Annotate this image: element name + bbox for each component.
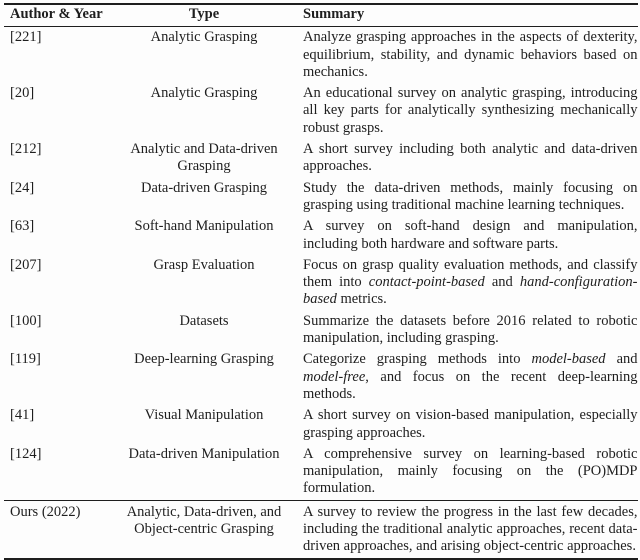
table-row-ours bbox=[4, 500, 638, 558]
type-cell: Data-driven Manipulation bbox=[128, 445, 280, 462]
author-cell: [221] bbox=[10, 29, 42, 46]
summary-cell: Summarize the datasets before 2016 related to robotic manipulation, including grasping. bbox=[303, 312, 638, 347]
author-cell: [212] bbox=[10, 141, 42, 158]
summary-cell: A short survey including both analytic and data-driven approaches. bbox=[303, 141, 638, 175]
author-cell: [100] bbox=[10, 312, 42, 329]
table-row bbox=[4, 405, 638, 444]
type-cell: Analytic Grasping bbox=[150, 29, 258, 46]
summary-cell: Categorize grasping methods into model-based and model-free, and focus on the recent deep-learning methods. bbox=[303, 351, 638, 402]
type-cell: Visual Manipulation bbox=[144, 407, 264, 424]
summary-cell: A survey on soft-hand design and manipulation, including both hardware and software parts. bbox=[303, 218, 638, 252]
table-row bbox=[4, 178, 638, 217]
summary-cell: A survey to review the progress in the last few decades, including the traditional analytic approaches, recent data-driven approaches, and arising object-centric approaches. bbox=[288, 500, 638, 558]
table-row bbox=[4, 83, 638, 139]
author-cell: [24] bbox=[10, 179, 35, 196]
author-cell: [207] bbox=[10, 256, 42, 273]
type-cell: Data-driven Grasping bbox=[140, 179, 268, 196]
type-cell: Analytic Grasping bbox=[150, 85, 258, 102]
author-cell: [41] bbox=[10, 407, 35, 424]
table-header-row bbox=[4, 4, 638, 27]
author-cell: Ours (2022) bbox=[4, 500, 120, 558]
type-cell: Analytic, Data-driven, and Object-centric Grasping bbox=[120, 500, 288, 558]
header-author-year: Author & Year bbox=[4, 4, 120, 27]
author-cell: [20] bbox=[10, 85, 35, 102]
header-summary: Summary bbox=[288, 4, 638, 27]
table-row bbox=[4, 444, 638, 500]
summary-cell: An educational survey on analytic grasping, introducing all key parts for analytically synthesizing mechanically robust grasps. bbox=[303, 85, 638, 136]
survey-comparison-table bbox=[4, 3, 638, 560]
type-cell: Grasp Evaluation bbox=[153, 256, 255, 273]
summary-cell: A comprehensive survey on learning-based robotic manipulation, mainly focusing on the (PO)MDP formulation. bbox=[303, 445, 638, 497]
table-row bbox=[4, 27, 638, 83]
author-cell: [63] bbox=[10, 218, 35, 235]
summary-cell: Analyze grasping approaches in the aspects of dexterity, equilibrium, stability, and dynamic behaviors based on mechanics. bbox=[303, 29, 638, 80]
header-type: Type bbox=[120, 4, 288, 27]
table-row bbox=[4, 349, 638, 405]
summary-cell: Study the data-driven methods, mainly focusing on grasping using traditional machine learning techniques. bbox=[303, 179, 638, 213]
summary-cell: A short survey on vision-based manipulation, especially grasping approaches. bbox=[303, 407, 638, 441]
author-cell: [119] bbox=[10, 351, 41, 368]
type-cell: Datasets bbox=[179, 312, 229, 329]
summary-cell: Focus on grasp quality evaluation methods, and classify them into contact-point-based and hand-configuration-based metrics. bbox=[303, 256, 638, 308]
type-cell: Analytic and Data-driven Grasping bbox=[130, 141, 278, 175]
table-row bbox=[4, 255, 638, 311]
table-row bbox=[4, 139, 638, 178]
table-row bbox=[4, 311, 638, 350]
type-cell: Deep-learning Grasping bbox=[134, 351, 274, 368]
type-cell: Soft-hand Manipulation bbox=[134, 218, 274, 235]
author-cell: [124] bbox=[10, 445, 42, 462]
table-row bbox=[4, 216, 638, 255]
